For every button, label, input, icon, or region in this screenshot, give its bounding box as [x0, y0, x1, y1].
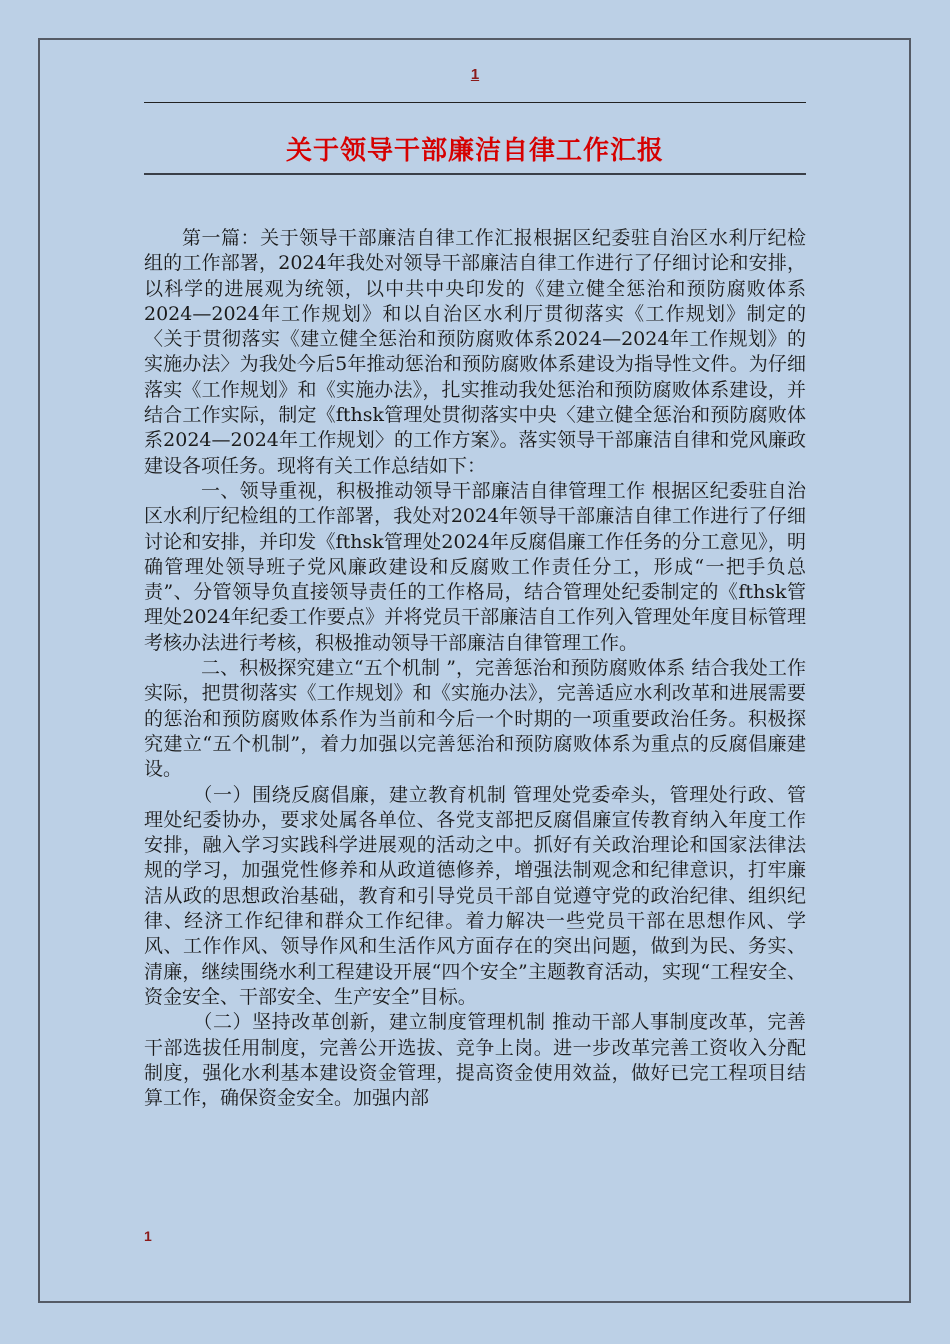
paragraph-subsection-1: （一）围绕反腐倡廉，建立教育机制 管理处党委牵头，管理处行政、管理处纪委协办，要求处属各单位、各党支部把反腐倡廉宣传教育纳入年度工作安排，融入学习实践科学进展观的活动之中。抓好有关政治理论和国家法律法规的学习，加强党性修养和从政道德修养，增强法制观念和纪律意识，打牢廉洁从政的思想政治基础，教育和引导党员干部自觉遵守党的政治纪律、组织纪律、经济工作纪律和群众工作纪律。着力解决一些党员干部在思想作风、学风、工作作风、领导作风和生活作风方面存在的突出问题，做到为民、务实、清廉，继续围绕水利工程建设开展“四个安全”主题教育活动，实现“工程安全、资金安全、干部安全、生产安全”目标。 [144, 783, 806, 1008]
document-body [144, 226, 806, 1111]
header-page-number: 1 [470, 66, 480, 83]
document-title: 关于领导干部廉洁自律工作汇报 [285, 136, 664, 166]
title-divider [144, 173, 806, 175]
header-divider [144, 102, 806, 103]
paragraph-subsection-2: （二）坚持改革创新，建立制度管理机制 推动干部人事制度改革，完善干部选拔任用制度，完善公开选拔、竞争上岗。进一步改革完善工资收入分配制度，强化水利基本建设资金管理，提高资金使用效益，做好已完工程项目结算工作，确保资金安全。加强内部 [144, 1011, 806, 1110]
paragraph-intro: 第一篇：关于领导干部廉洁自律工作汇报根据区纪委驻自治区水利厅纪检组的工作部署，2024年我处对领导干部廉洁自律工作进行了仔细讨论和安排，以科学的进展观为统领，以中共中央印发的《建立健全惩治和预防腐败体系2024—2024年工作规划》和以自治区水利厅贯彻落实《工作规划》制定的〈关于贯彻落实《建立健全惩治和预防腐败体系2024—2024年工作规划》的实施办法〉为我处今后5年推动惩治和预防腐败体系建设为指导性文件。为仔细落实《工作规划》和《实施办法》，扎实推动我处惩治和预防腐败体系建设，并结合工作实际，制定《fthsk管理处贯彻落实中央〈建立健全惩治和预防腐败体系2024—2024年工作规划〉的工作方案》。落实领导干部廉洁自律和党风廉政建设各项任务。现将有关工作总结如下： [144, 227, 806, 477]
footer-page-number: 1 [144, 1228, 152, 1244]
paragraph-section-1: 一、领导重视，积极推动领导干部廉洁自律管理工作 根据区纪委驻自治区水利厅纪检组的工作部署，我处对2024年领导干部廉洁自律工作进行了仔细讨论和安排，并印发《fthsk管理处2024年反腐倡廉工作任务的分工意见》，明确管理处领导班子党风廉政建设和反腐败工作责任分工，形成“一把手负总责”、分管领导负直接领导责任的工作格局，结合管理处纪委制定的《fthsk管理处2024年纪委工作要点》并将党员干部廉洁自工作列入管理处年度目标管理考核办法进行考核，积极推动领导干部廉洁自律管理工作。 [144, 479, 806, 654]
paragraph-section-2: 二、积极探究建立“五个机制 ”，完善惩治和预防腐败体系 结合我处工作实际，把贯彻落实《工作规划》和《实施办法》，完善适应水利改革和进展需要的惩治和预防腐败体系作为当前和今后一个时期的一项重要政治任务。积极探究建立“五个机制”，着力加强以完善惩治和预防腐败体系为重点的反腐倡廉建设。 [144, 657, 806, 781]
